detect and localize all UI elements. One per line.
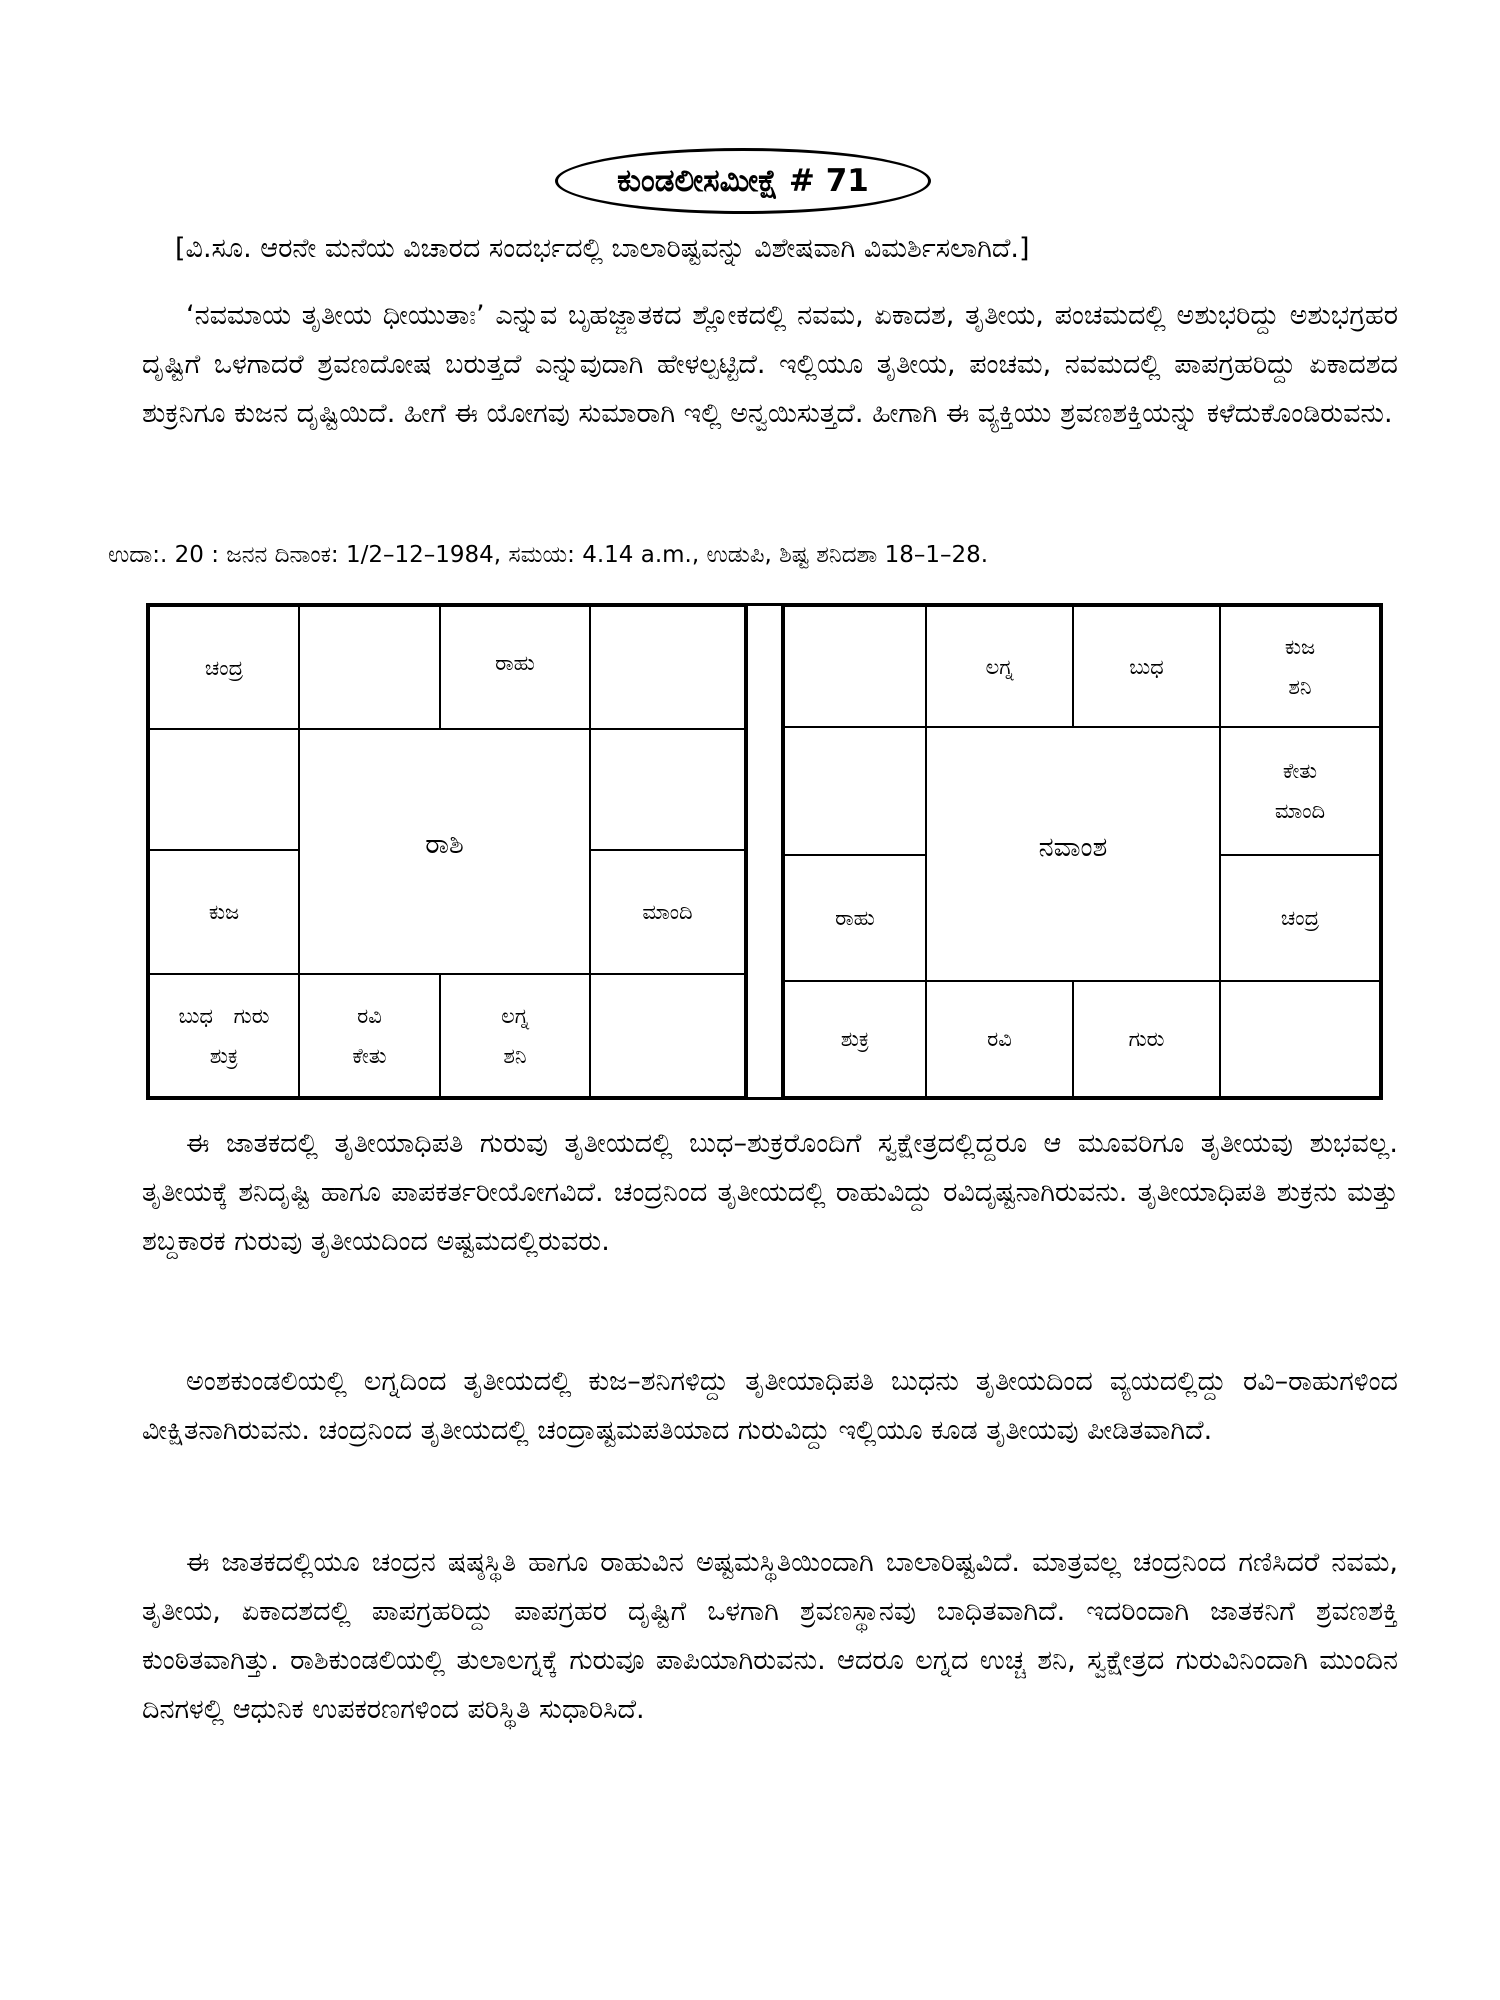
navamsha-house-bottom-3: [1073, 981, 1220, 1097]
rashi-house-right-1: [590, 729, 745, 850]
house-planets: ರಾಹು: [495, 651, 535, 675]
rashi-house-bottom-1: [149, 974, 299, 1097]
navamsha-house-left-2: [784, 855, 926, 981]
navamsha-house-right-1: [1220, 727, 1380, 855]
house-planets-line-1: ಬುಧ ಗುರು: [178, 1003, 270, 1028]
house-planets: ಶುಕ್ರ: [840, 1027, 870, 1051]
navamsha-chart-title: ನವಾಂಶ: [1038, 832, 1108, 863]
navamsha-house-right-2: [1220, 855, 1380, 981]
house-planets-line-2: ಶುಕ್ರ: [209, 1043, 239, 1068]
house-planets-line-2: ಶನಿ: [1288, 674, 1312, 699]
house-planets: ಮಾಂದಿ: [642, 900, 693, 924]
house-planets: ಚಂದ್ರ: [204, 655, 244, 680]
house-planets: ಚಂದ್ರ: [1280, 906, 1320, 930]
rashi-chart-title: ರಾಶಿ: [425, 829, 464, 860]
house-planets: ಬುಧ: [1129, 654, 1164, 679]
house-planets: ಗುರು: [1128, 1027, 1165, 1051]
rashi-house-top-3: [440, 606, 590, 729]
navamsha-house-bottom-2: [926, 981, 1073, 1097]
rashi-house-bottom-4: [590, 974, 745, 1097]
rashi-house-top-4: [590, 606, 745, 729]
chart-separator: [748, 603, 781, 1100]
rashi-house-bottom-3: [440, 974, 590, 1097]
navamsha-house-left-1: [784, 727, 926, 855]
house-planets-line-2: ಕೇತು: [352, 1043, 387, 1068]
navamsha-chart: [781, 603, 1383, 1100]
paragraph-2: ಈ ಜಾತಕದಲ್ಲಿ ತೃತೀಯಾಧಿಪತಿ ಗುರುವು ತೃತೀಯದಲ್ಲಿ ಬುಧ–ಶುಕ್ರರೊಂದಿಗೆ ಸ್ವಕ್ಷೇತ್ರದಲ್ಲಿದ್ದರೂ ಆ ಮೂವರಿಗೂ ತೃತೀಯವು ಶುಭವಲ್ಲ. ತೃತೀಯಕ್ಕೆ ಶನಿದೃಷ್ಟಿ ಹಾಗೂ ಪಾಪಕರ್ತರೀಯೋಗವಿದೆ. ಚಂದ್ರನಿಂದ ತೃತೀಯದಲ್ಲಿ ರಾಹುವಿದ್ದು ರವಿದೃಷ್ಟನಾಗಿರುವನು. ತೃತೀಯಾಧಿಪತಿ ಶುಕ್ರನು ಮತ್ತು ಶಬ್ದಕಾರಕ ಗುರುವು ತೃತೀಯದಿಂದ ಅಷ್ಟಮದಲ್ಲಿರುವರು.: [142, 1128, 1398, 1257]
house-planets: ರಾಹು: [835, 906, 875, 930]
paragraph-1: ‘ನವಮಾಯ ತೃತೀಯ ಧೀಯುತಾಃ’ ಎನ್ನುವ ಬೃಹಜ್ಜಾತಕದ ಶ್ಲೋಕದಲ್ಲಿ ನವಮ, ಏಕಾದಶ, ತೃತೀಯ, ಪಂಚಮದಲ್ಲಿ ಅಶುಭರಿದ್ದು ಅಶುಭಗ್ರಹರ ದೃಷ್ಟಿಗೆ ಒಳಗಾದರೆ ಶ್ರವಣದೋಷ ಬರುತ್ತದೆ ಎನ್ನುವುದಾಗಿ ಹೇಳಲ್ಪಟ್ಟಿದೆ. ಇಲ್ಲಿಯೂ ತೃತೀಯ, ಪಂಚಮ, ನವಮದಲ್ಲಿ ಪಾಪಗ್ರಹರಿದ್ದು ಏಕಾದಶದ ಶುಕ್ರನಿಗೂ ಕುಜನ ದೃಷ್ಟಿಯಿದೆ. ಹೀಗೆ ಈ ಯೋಗವು ಸುಮಾರಾಗಿ ಇಲ್ಲಿ ಅನ್ವಯಿಸುತ್ತದೆ. ಹೀಗಾಗಿ ಈ ವ್ಯಕ್ತಿಯು ಶ್ರವಣಶಕ್ತಿಯನ್ನು ಕಳೆದುಕೊಂಡಿರುವನು.: [142, 300, 1398, 429]
rashi-house-top-2: [299, 606, 440, 729]
rashi-chart-center: [299, 729, 590, 974]
rashi-house-left-2: [149, 850, 299, 974]
navamsha-house-top-4: [1220, 606, 1380, 727]
house-planets-line-2: ಶನಿ: [503, 1043, 527, 1068]
example-birth-details: ಉದಾ:. 20 : ಜನನ ದಿನಾಂಕ: 1/2–12–1984, ಸಮಯ: 4.14 a.m., ಉಡುಪಿ, ಶಿಷ್ಟ ಶನಿದಶಾ 18–1–28.: [108, 542, 989, 568]
rashi-house-top-1: [149, 606, 299, 729]
paragraph-4: ಈ ಜಾತಕದಲ್ಲಿಯೂ ಚಂದ್ರನ ಷಷ್ಠಸ್ಥಿತಿ ಹಾಗೂ ರಾಹುವಿನ ಅಷ್ಟಮಸ್ಥಿತಿಯಿಂದಾಗಿ ಬಾಲಾರಿಷ್ಟವಿದೆ. ಮಾತ್ರವಲ್ಲ ಚಂದ್ರನಿಂದ ಗಣಿಸಿದರೆ ನವಮ, ತೃತೀಯ, ಏಕಾದಶದಲ್ಲಿ ಪಾಪಗ್ರಹರಿದ್ದು ಪಾಪಗ್ರಹರ ದೃಷ್ಟಿಗೆ ಒಳಗಾಗಿ ಶ್ರವಣಸ್ಥಾನವು ಬಾಧಿತವಾಗಿದೆ. ಇದರಿಂದಾಗಿ ಜಾತಕನಿಗೆ ಶ್ರವಣಶಕ್ತಿ ಕುಂಠಿತವಾಗಿತ್ತು. ರಾಶಿಕುಂಡಲಿಯಲ್ಲಿ ತುಲಾಲಗ್ನಕ್ಕೆ ಗುರುವೂ ಪಾಪಿಯಾಗಿರುವನು. ಆದರೂ ಲಗ್ನದ ಉಚ್ಚ ಶನಿ, ಸ್ವಕ್ಷೇತ್ರದ ಗುರುವಿನಿಂದಾಗಿ ಮುಂದಿನ ದಿನಗಳಲ್ಲಿ ಆಧುನಿಕ ಉಪಕರಣಗಳಿಂದ ಪರಿಸ್ಥಿತಿ ಸುಧಾರಿಸಿದೆ.: [142, 1547, 1398, 1725]
navamsha-house-bottom-1: [784, 981, 926, 1097]
house-planets-line-1: ರವಿ: [357, 1003, 382, 1028]
rashi-house-left-1: [149, 729, 299, 850]
navamsha-house-top-3: [1073, 606, 1220, 727]
house-planets-line-1: ಲಗ್ನ: [501, 1003, 529, 1028]
editor-note: [ವಿ.ಸೂ. ಆರನೇ ಮನೆಯ ವಿಚಾರದ ಸಂದರ್ಭದಲ್ಲಿ ಬಾಲಾರಿಷ್ಟವನ್ನು ವಿಶೇಷವಾಗಿ ವಿಮರ್ಶಿಸಲಾಗಿದೆ.]: [175, 233, 1030, 264]
rashi-house-bottom-2: [299, 974, 440, 1097]
navamsha-house-bottom-4: [1220, 981, 1380, 1097]
navamsha-chart-center: [926, 727, 1220, 981]
navamsha-house-top-1: [784, 606, 926, 727]
rashi-chart: [146, 603, 748, 1100]
house-planets: ಕುಜ: [208, 900, 240, 924]
navamsha-house-top-2: [926, 606, 1073, 727]
house-planets-line-2: ಮಾಂದಿ: [1274, 799, 1326, 823]
page-heading: ಕುಂಡಲೀಸಮೀಕ್ಷೆ # 71: [555, 148, 931, 214]
house-planets-line-1: ಕುಜ: [1284, 634, 1316, 659]
house-planets-line-1: ಕೇತು: [1282, 759, 1318, 783]
paragraph-3: ಅಂಶಕುಂಡಲಿಯಲ್ಲಿ ಲಗ್ನದಿಂದ ತೃತೀಯದಲ್ಲಿ ಕುಜ–ಶನಿಗಳಿದ್ದು ತೃತೀಯಾಧಿಪತಿ ಬುಧನು ತೃತೀಯದಿಂದ ವ್ಯಯದಲ್ಲಿದ್ದು ರವಿ–ರಾಹುಗಳಿಂದ ವೀಕ್ಷಿತನಾಗಿರುವನು. ಚಂದ್ರನಿಂದ ತೃತೀಯದಲ್ಲಿ ಚಂದ್ರಾಷ್ಟಮಪತಿಯಾದ ಗುರುವಿದ್ದು ಇಲ್ಲಿಯೂ ಕೂಡ ತೃತೀಯವು ಪೀಡಿತವಾಗಿದೆ.: [142, 1366, 1398, 1446]
house-planets: ರವಿ: [987, 1027, 1012, 1051]
rashi-house-right-2: [590, 850, 745, 974]
house-planets: ಲಗ್ನ: [985, 654, 1014, 679]
